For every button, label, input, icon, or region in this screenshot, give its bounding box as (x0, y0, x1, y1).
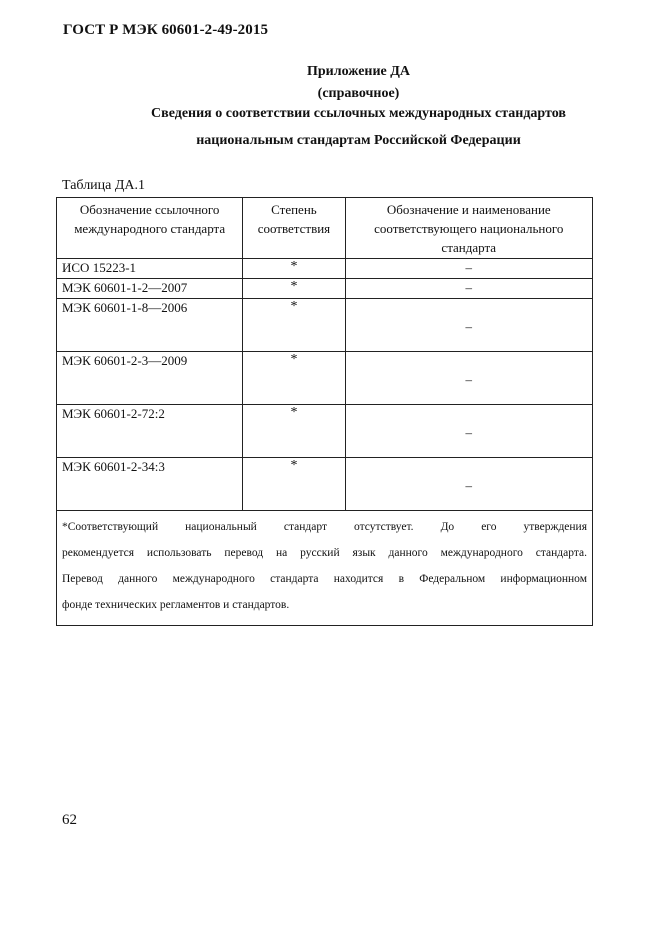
cell-national-value: – (465, 478, 473, 493)
table-row (57, 352, 593, 405)
appendix-kind: (справочное) (317, 86, 400, 101)
correspondence-table (56, 197, 593, 626)
appendix-subtitle-line1: Сведения о соответствии ссылочных международных стандартов (151, 106, 566, 121)
table-caption: Таблица ДА.1 (62, 178, 146, 193)
cell-national-value: – (465, 425, 473, 440)
cell-degree: * (243, 352, 345, 405)
cell-national (345, 352, 592, 405)
cell-national-value: – (465, 319, 473, 334)
table-footnote (57, 511, 593, 626)
document-header: ГОСТ Р МЭК 60601-2-49-2015 (63, 22, 269, 38)
cell-national-value: – (465, 372, 473, 387)
cell-national (345, 405, 592, 458)
appendix-subtitle-line2: национальным стандартам Российской Федерации (196, 133, 521, 148)
footnote-line: Перевод данного международного стандарта находится в Федеральном информационном (62, 573, 587, 585)
cell-degree: * (243, 458, 345, 511)
cell-international-code: МЭК 60601-1-2—2007 (57, 279, 243, 299)
footnote-line: рекомендуется использовать перевод на русский язык данного международного стандарта. (62, 547, 587, 559)
cell-national (345, 458, 592, 511)
cell-degree: * (243, 299, 345, 352)
cell-national: – (345, 279, 592, 299)
cell-degree: * (243, 279, 345, 299)
table-row (57, 405, 593, 458)
table-row (57, 458, 593, 511)
table-row (57, 279, 593, 299)
appendix-title: Приложение ДА (306, 64, 411, 79)
cell-international-code: МЭК 60601-2-3—2009 (57, 352, 243, 405)
column-header-international: Обозначение ссылочного международного стандарта (57, 198, 243, 259)
cell-degree: * (243, 405, 345, 458)
cell-international-code: МЭК 60601-2-34:3 (57, 458, 243, 511)
table-footnote-row (57, 511, 593, 626)
footnote-line: *Соответствующий национальный стандарт отсутствует. До его утверждения (62, 521, 587, 533)
cell-degree: * (243, 259, 345, 279)
cell-international-code: МЭК 60601-1-8—2006 (57, 299, 243, 352)
table-header-row (57, 198, 593, 259)
cell-international-code: ИСО 15223-1 (57, 259, 243, 279)
cell-national: – (345, 259, 592, 279)
page-number: 62 (62, 812, 77, 828)
column-header-degree: Степень соответствия (243, 198, 345, 259)
table-row (57, 299, 593, 352)
column-header-national: Обозначение и наименование соответствующего национального стандарта (345, 198, 592, 259)
cell-national (345, 299, 592, 352)
correspondence-table-wrapper (56, 197, 593, 626)
footnote-line: фонде технических регламентов и стандартов. (62, 599, 290, 611)
cell-international-code: МЭК 60601-2-72:2 (57, 405, 243, 458)
table-row (57, 259, 593, 279)
